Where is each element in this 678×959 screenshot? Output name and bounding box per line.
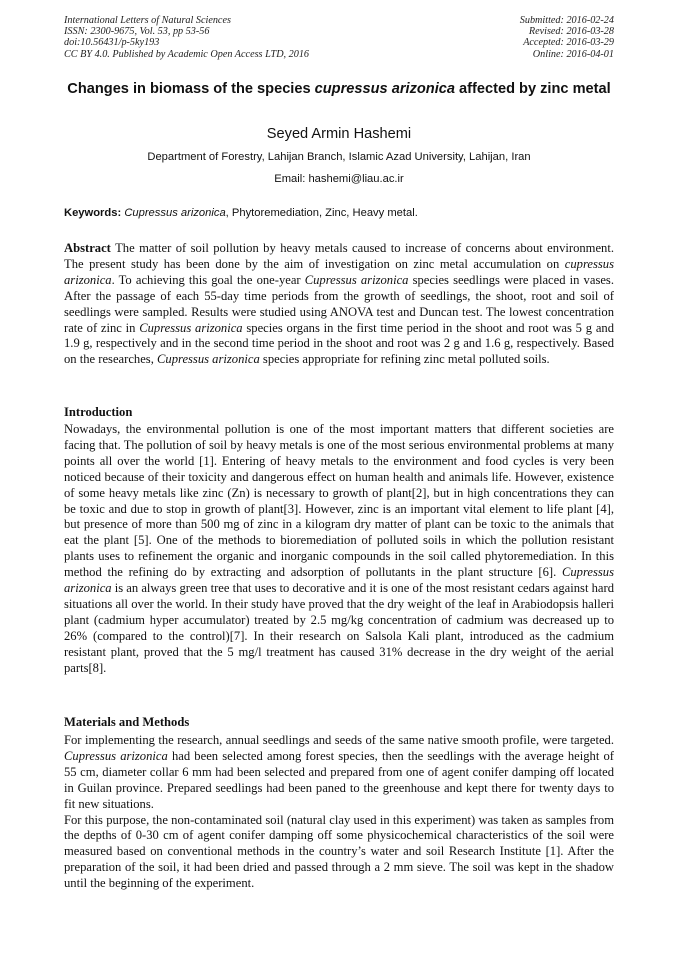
abstract-label: Abstract	[64, 241, 111, 255]
methods-paragraph-1	[64, 733, 614, 813]
author-affiliation: Department of Forestry, Lahijan Branch, Islamic Azad University, Lahijan, Iran	[147, 151, 531, 163]
abstract-text: species seedlings were placed in vases. After the passage of each 55-day time periods from the growth of seedlings, the shoot, root and soil of seedlings were sampled. Results were studied using ANOVA test and Duncan test. The lowest concentration rate of zinc in	[64, 272, 614, 335]
introduction-heading: Introduction	[64, 405, 133, 419]
methods-heading: Materials and Methods	[64, 715, 190, 729]
keywords-rest: , Phytoremediation, Zinc, Heavy metal.	[225, 207, 418, 219]
date-accepted: Accepted: 2016-03-29	[523, 37, 614, 49]
date-online: Online: 2016-04-01	[532, 48, 614, 60]
intro-text: Nowadays, the environmental pollution is one of the most important matters that different societies are facing that. The pollution of soil by heavy metals is one of the most serious environmental problems at many points all over the world [1]. Entering of heavy metals to the environment and food cycles is very been noticed because of their toxicity and dangerous effect on human health and animals life. However, existence of some heavy metals like zinc (Zn) is necessary to growth of plant[2], but in high concentrations they can be toxic and due to stop in growth of plant[3]. However, zinc is an important vital element to life plant [4], but presence of more than 500 mg of zinc in a kilogram dry matter of plant can be toxic to the animals that eat the plant [5]. One of the methods to bioremediation of polluted soils in which the pollution resistant plants uses to refinement the organic and inorganic compounds in the soil called phytoremediation. In this method the refining do by extracting and adsorption of pollutants in the plant structure [6].	[64, 422, 614, 580]
introduction-paragraph	[64, 422, 614, 677]
species-name: Cupressus arizonica	[64, 565, 614, 596]
keywords-label: Keywords:	[64, 207, 122, 219]
abstract-text: species organs in the first time period in the shoot and root was 5 g and 1.9 g, respectively and in the second time period in the shoot and root was 2 g and 1.6 g, respectively. Based on the researches,	[64, 320, 615, 367]
abstract-text: species appropriate for refining zinc metal polluted soils.	[259, 352, 550, 367]
methods-text: For implementing the research, annual seedlings and seeds of the same native smooth profile, were targeted.	[64, 733, 614, 747]
keyword-species: Cupressus arizonica	[124, 207, 226, 219]
species-name: cupressus arizonica	[64, 256, 614, 287]
abstract	[64, 241, 614, 368]
methods-paragraph-2: For this purpose, the non-contaminated soil (natural clay used in this experiment) was taken as samples from the depths of 0-30 cm of agent conifer damping off some physicochemical characteristics of the soil were measured based on conventional methods in the country’s water and soil Research Institute [1]. After the preparation of the soil, it had been dried and passed through a 2 mm sieve. The soil was kept in the shadow until the beginning of the experiment.	[64, 812, 614, 891]
abstract-text: The matter of soil pollution by heavy metals caused to increase of concerns about environment. The present study has been done by the aim of investigation on zinc metal accumulation on	[64, 241, 614, 271]
journal-license: CC BY 4.0. Published by Academic Open Access LTD, 2016	[64, 48, 310, 60]
publication-dates	[520, 15, 614, 60]
title-species: cupressus arizonica	[314, 81, 455, 97]
journal-name: International Letters of Natural Sciences	[64, 15, 231, 26]
journal-info	[64, 15, 309, 60]
species-name: Cupressus arizonica	[139, 320, 243, 335]
species-name: Cupressus arizonica	[304, 272, 409, 287]
journal-doi: doi:10.56431/p-5ky193	[64, 37, 160, 49]
abstract-text: . To achieving this goal the one-year	[111, 272, 305, 287]
title-part: Changes in biomass of the species	[67, 81, 315, 97]
author-email: Email: hashemi@liau.ac.ir	[274, 173, 404, 185]
intro-text: is an always green tree that uses to decorative and it is one of the most resistant cedars against hard situations all over the world. In their study have proved that the dry weight of the leaf in Arabiodopsis halleri plant (cadmium hyper accumulator) treated by 2.5 mg/kg concentration of cadmium was decreased up to 26% (compared to the control)[7]. In their research on Salsola Kali plant, introduced as the cadmium resistant plant, proved that the 5 mg/l treatment has caused 31% decrease in the dry weight of the aerial parts[8].	[64, 581, 614, 675]
date-submitted: Submitted: 2016-02-24	[519, 15, 614, 26]
species-name: Cupressus arizonica	[157, 352, 260, 367]
methods-text: had been selected among forest species, then the seedlings with the average height of 55 cm, diameter collar 6 mm had been selected and prepared from one of agent conifer damping off located in Guilan province. Prepared seedlings had been paned to the greenhouse and kept there for twenty days to fit new situations.	[64, 748, 614, 811]
paper-title	[60, 80, 618, 98]
journal-issn: ISSN: 2300-9675, Vol. 53, pp 53-56	[64, 26, 210, 38]
date-revised: Revised: 2016-03-28	[528, 26, 614, 38]
title-part: affected by zinc metal	[454, 81, 611, 97]
species-name: Cupressus arizonica	[64, 748, 168, 763]
author-name: Seyed Armin Hashemi	[266, 126, 412, 142]
methods-section	[64, 733, 614, 892]
keywords	[64, 206, 616, 220]
